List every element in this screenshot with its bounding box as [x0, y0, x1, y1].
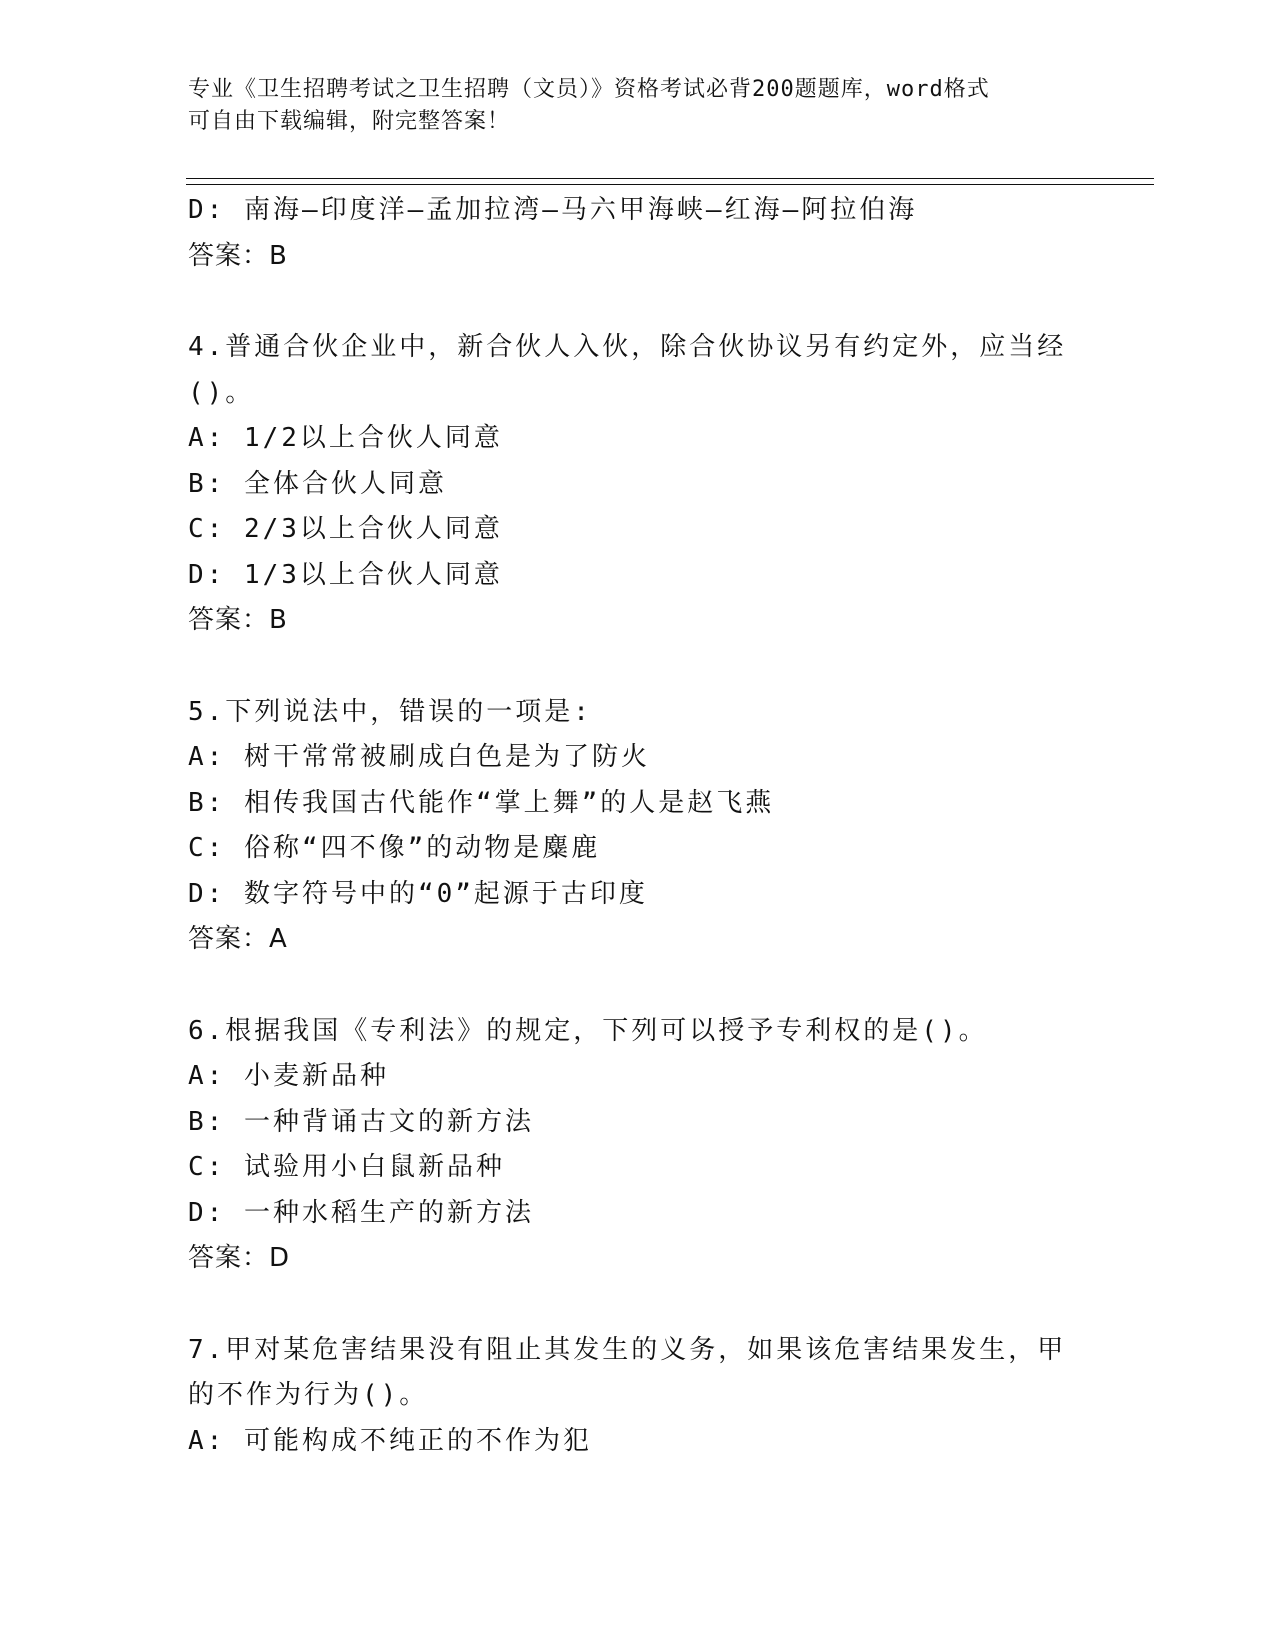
header-divider-bottom	[186, 184, 1154, 185]
spacer	[188, 963, 1088, 1009]
question-4-option-b: B: 全体合伙人同意	[188, 468, 447, 499]
question-3-option-d: D: 南海—印度洋—孟加拉湾—马六甲海峡—红海—阿拉伯海	[188, 195, 918, 225]
question-6-option-a: A: 小麦新品种	[188, 1061, 389, 1091]
question-5-option-d: D: 数字符号中的“0”起源于古印度	[188, 878, 648, 909]
question-6-option-d: D: 一种水稻生产的新方法	[188, 1197, 534, 1228]
question-6	[188, 1009, 1088, 1282]
question-4-option-d: D: 1/3以上合伙人同意	[188, 559, 503, 590]
question-4	[188, 325, 1088, 644]
question-7-stem-line-2: 的不作为行为()。	[188, 1380, 429, 1410]
document-header	[188, 74, 1088, 138]
header-divider-top	[186, 178, 1154, 179]
question-4-option-a: A: 1/2以上合伙人同意	[188, 423, 503, 453]
question-5-option-b: B: 相传我国古代能作“掌上舞”的人是赵飞燕	[188, 787, 775, 818]
question-list	[188, 188, 1088, 1464]
question-3-tail	[188, 188, 1088, 279]
question-6-stem-line-1: 6.根据我国《专利法》的规定，下列可以授予专利权的是()。	[188, 1015, 988, 1046]
question-7-stem-line-1: 7.甲对某危害结果没有阻止其发生的义务，如果该危害结果发生，甲	[188, 1334, 1067, 1365]
question-3-answer: 答案：B	[188, 240, 288, 271]
question-4-option-c: C: 2/3以上合伙人同意	[188, 514, 503, 544]
question-4-stem-line-1: 4.普通合伙企业中，新合伙人入伙，除合伙协议另有约定外，应当经	[188, 332, 1067, 362]
question-5-answer: 答案：A	[188, 924, 288, 954]
question-6-answer: 答案：D	[188, 1243, 291, 1273]
header-title-line-1: 专业《卫生招聘考试之卫生招聘（文员）》资格考试必背200题题库，word格式	[188, 77, 990, 102]
spacer	[188, 1282, 1088, 1328]
question-7	[188, 1328, 1088, 1465]
spacer	[188, 644, 1088, 690]
question-5	[188, 690, 1088, 963]
question-6-option-c: C: 试验用小白鼠新品种	[188, 1152, 505, 1182]
spacer	[188, 279, 1088, 325]
question-7-option-a: A: 可能构成不纯正的不作为犯	[188, 1425, 592, 1456]
question-6-option-b: B: 一种背诵古文的新方法	[188, 1106, 534, 1137]
question-4-stem-line-2: ()。	[188, 377, 255, 408]
question-4-answer: 答案：B	[188, 605, 288, 635]
header-title-line-2: 可自由下载编辑，附完整答案！	[188, 109, 511, 134]
question-5-option-c: C: 俗称“四不像”的动物是麋鹿	[188, 833, 601, 863]
question-5-option-a: A: 树干常常被刷成白色是为了防火	[188, 742, 650, 772]
question-5-stem-line-1: 5.下列说法中，错误的一项是:	[188, 696, 592, 727]
